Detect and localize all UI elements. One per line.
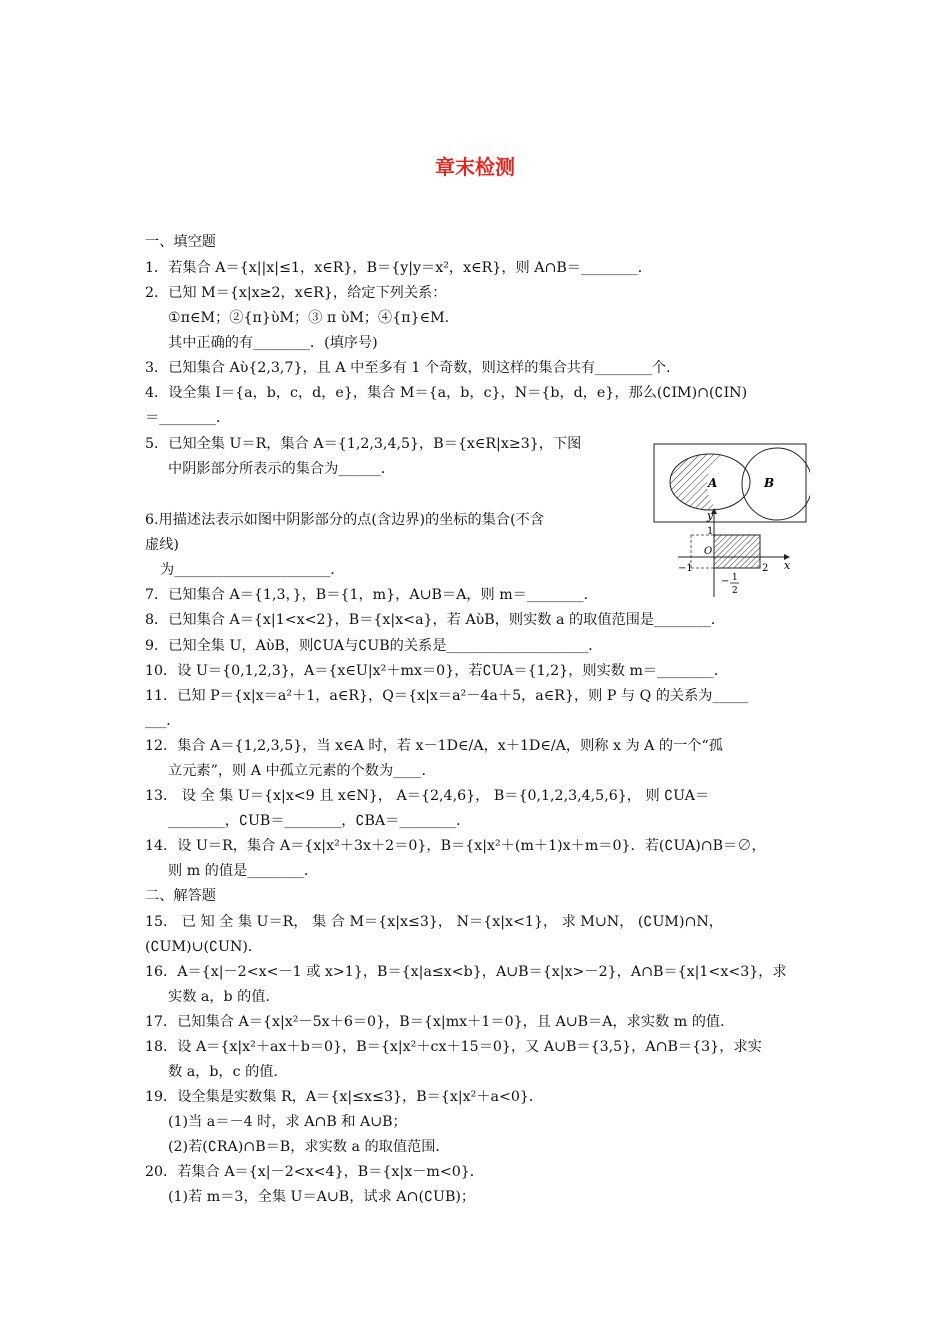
question-15-cont: (∁UM)∪(∁UN)． [145,939,263,955]
question-19: 19．设全集是实数集 R，A＝{x|≤x≤3}，B＝{x|x²＋a<0}． [145,1089,544,1105]
question-3: 3．已知集合 Aὺ{2,3,7}，且 A 中至多有 1 个奇数，则这样的集合共有________个． [145,360,681,376]
question-11: 11．已知 P＝{x|x＝a²＋1，a∈R}，Q＝{x|x＝a²－4a＋5，a∈R}，则 P 与 Q 的关系为_____ [145,688,748,704]
question-9: 9．已知全集 U，AὺB，则∁UA与∁UB的关系是____________________． [145,638,603,654]
question-18-cont: 数 a，b，c 的值． [168,1064,288,1080]
x-axis-label: x [784,559,791,572]
question-12: 12．集合 A＝{1,2,3,5}，当 x∈A 时，若 x－1D∈/A，x＋1D∈/A，则称 x 为 A 的一个“孤 [145,738,723,754]
question-15: 15． 已 知 全 集 U＝R， 集 合 M＝{x|x≤3}， N＝{x|x<1}， 求 M∪N， (∁UM)∩N， [145,914,723,930]
question-4: 4．设全集 I＝{a，b，c，d，e}，集合 M＝{a，b，c}，N＝{b，d，e}，那么(∁IM)∩(∁IN) [145,385,748,401]
tick-label-y-half-num: 1 [732,573,738,583]
origin-label: O [704,546,713,557]
question-5: 5．已知全集 U＝R，集合 A＝{1,2,3,4,5}，B＝{x∈R|x≥3}，下图 [145,436,582,452]
question-19-part1: (1)当 a＝－4 时，求 A∩B 和 A∪B； [168,1114,407,1130]
question-17: 17．已知集合 A＝{x|x²－5x＋6＝0}，B＝{x|mx＋1＝0}，且 A∪B＝A，求实数 m 的值． [145,1014,735,1030]
question-14-cont: 则 m 的值是________． [168,863,319,879]
question-16-cont: 实数 a，b 的值． [168,989,280,1005]
tick-label-y-half-den: 2 [732,586,738,596]
y-axis-label: y [707,509,714,522]
question-20: 20．若集合 A＝{x|－2<x<4}，B＝{x|x－m<0}． [145,1164,484,1180]
question-5-cont: 中阴影部分所表示的集合为______． [168,461,396,477]
question-2: 2．已知 M＝{x|x≥2，x∈R}，给定下列关系： [145,285,447,301]
question-2-prompt: 其中正确的有________．(填序号) [168,335,378,351]
question-18: 18．设 A＝{x|x²＋ax＋b＝0}，B＝{x|x²＋cx＋15＝0}，又 A∪B＝{3,5}，A∩B＝{3}，求实 [145,1039,762,1055]
question-1: 1．若集合 A＝{x||x|≤1，x∈R}，B＝{y|y＝x²，x∈R}，则 A∩B＝________． [145,260,652,276]
question-10: 10．设 U＝{0,1,2,3}，A＝{x∈U|x²＋mx＝0}，若∁UA＝{1,2}，则实数 m＝________． [145,663,729,679]
question-6: 6.用描述法表示如图中阴影部分的点(含边界)的坐标的集合(不含 [145,512,545,528]
question-13-cont: ________，∁UB＝________，∁BA＝________． [168,813,471,829]
question-11-cont: ___． [145,713,181,729]
section-heading-fill-in: 一、填空题 [145,234,216,250]
tick-label-y-1: 1 [707,526,714,537]
question-16: 16．A＝{x|－2<x<－1 或 x>1}，B＝{x|a≤x<b}，A∪B＝{x|x>－2}，A∩B＝{x|1<x<3}，求 [145,964,787,980]
venn-label-b: B [764,476,775,490]
tick-label-x-2: 2 [762,563,769,574]
question-6-cont: 虚线) [145,537,179,553]
question-6-answer: 为______________________． [160,562,345,578]
question-13: 13． 设 全 集 U＝{x|x<9 且 x∈N}， A＝{2,4,6}， B＝{0,1,2,3,4,5,6}， 则 ∁UA＝ [145,788,710,804]
question-8: 8．已知集合 A＝{x|1<x<2}，B＝{x|x<a}，若 AὺB，则实数 a 的取值范围是________． [145,612,726,628]
coordinate-graph [672,505,798,600]
page-title: 章末检测 [435,155,515,179]
question-20-part1: (1)若 m＝3，全集 U＝A∪B，试求 A∩(∁UB)； [168,1189,476,1205]
question-7: 7．已知集合 A＝{1,3，}，B＝{1，m}，A∪B＝A，则 m＝________． [145,587,598,603]
question-19-part2: (2)若(∁RA)∩B＝B，求实数 a 的取值范围． [168,1139,450,1155]
section-heading-solutions: 二、解答题 [145,888,216,904]
question-14: 14．设 U＝R，集合 A＝{x|x²＋3x＋2＝0}，B＝{x|x²＋(m＋1)x＋m＝0}．若(∁UA)∩B＝∅， [145,838,766,854]
tick-label-y-neg-half-sign: − [721,576,730,587]
question-2-options: ①π∈M；②{π}ὺM；③ π ὺM；④{π}∈M. [168,310,450,326]
venn-label-a: A [708,476,718,490]
question-12-cont: 立元素”，则 A 中孤立元素的个数为____． [168,763,436,779]
tick-label-x-neg1: −1 [678,563,693,574]
question-4-cont: ＝________． [145,410,231,426]
shaded-region [714,535,760,568]
